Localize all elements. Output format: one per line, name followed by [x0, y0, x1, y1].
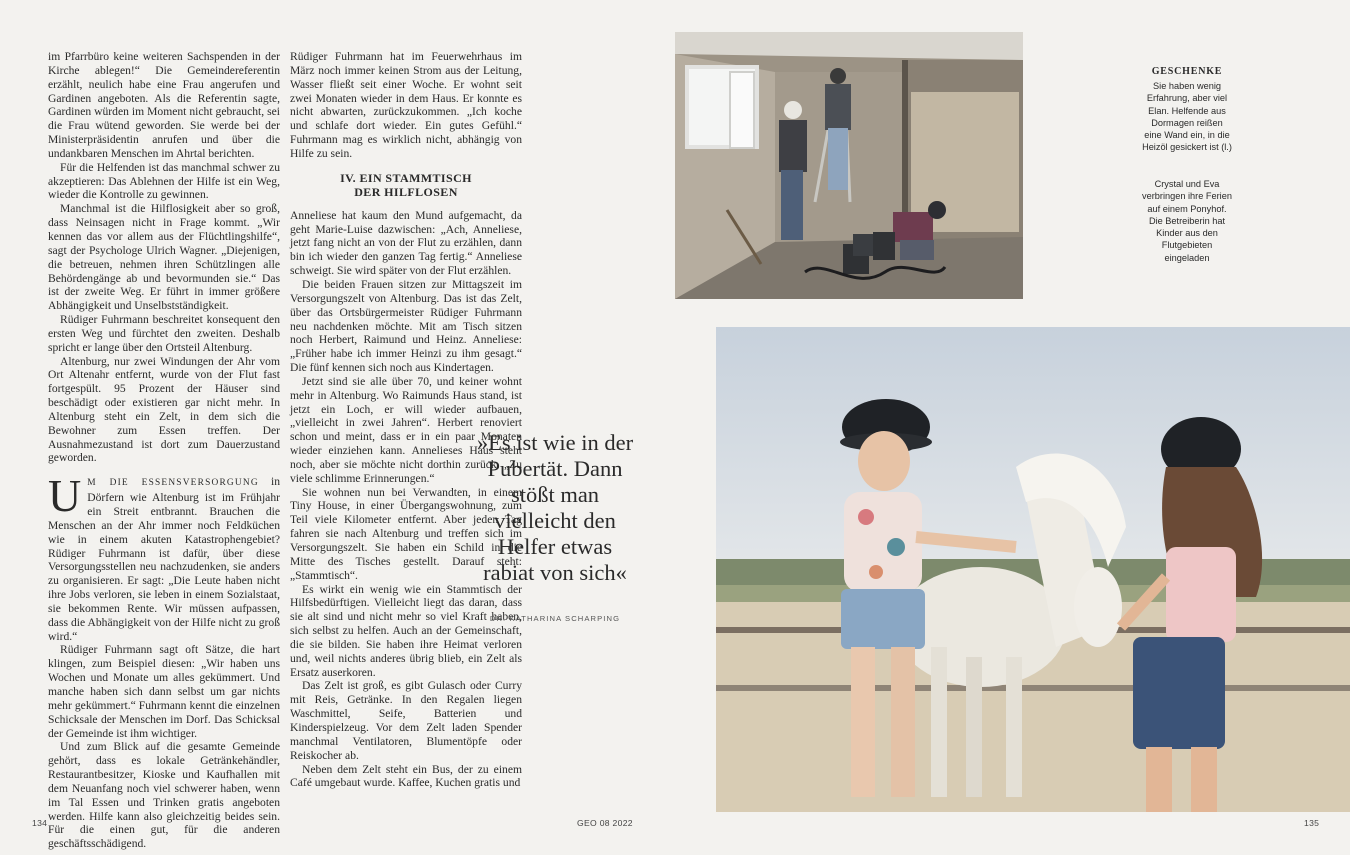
- paragraph: Das Zelt ist groß, es gibt Gulasch oder Curry mit Reis, Getränke. In den Regalen liegen Waschmittel, Seife, Batterien und Kinderspielzeug. Vor dem Zelt laden Spender manchmal Ventilatoren, Blumentöpfe oder Reiskocher ab.: [290, 679, 522, 762]
- paragraph: Altenburg, nur zwei Windungen der Ahr vom Ort Altenahr entfernt, wurde von der Flut fast fortgespült. 95 Prozent der Häuser sind beschädigt oder existieren gar nicht mehr. In Altenburg steht ein Zelt, in dem sich die Bewohner zum Essen treffen. Der Ausnahmezustand ist dort zum Dauerzustand geworden.: [48, 354, 280, 465]
- paragraph: Rüdiger Fuhrmann beschreitet konsequent den ersten Weg und fürchtet den zweiten. Deshalb spricht er lange über den Ortsteil Altenburg.: [48, 313, 280, 354]
- paragraph: Neben dem Zelt steht ein Bus, der zu einem Café umgebaut wurde. Kaffee, Kuchen gratis und: [290, 762, 522, 790]
- paragraph: Es wirkt ein wenig wie ein Stammtisch der Hilfsbedürftigen. Vielleicht liegt das daran, dass sie alt sind und nicht mehr so viel Kraft haben, sich selbst zu helfen. Auch an der Gemeinschaft, die sie bilden. Sie haben ihre Heimat verloren und, weil nichts anderes übrig blieb, ein Zelt als Ersatz auserkoren.: [290, 582, 522, 679]
- paragraph: Und zum Blick auf die gesamte Gemeinde gehört, dass es lokale Getränkehändler, Restaurantbesitzer, Kioske und Kaufhallen mit dem Neuanfang noch viel schwerer haben, wenn im Tal Essen und Trinken gratis angeboten werden. Hilfe kann also gleichzeitig beides sein. Für die einen gut, für die anderen geschäftsschädigend.: [48, 740, 280, 851]
- caption-pony-farm: Crystal und Eva verbringen ihre Ferien auf einem Ponyhof. Die Betreiberin hat Kinder aus den Flutgebieten eingeladen: [1142, 179, 1232, 263]
- paragraph: Für die Helfenden ist das manchmal schwer zu akzeptieren: Das Ablehnen der Hilfe ist ein Weg, wieder die Kontrolle zu gewinnen.: [48, 160, 280, 202]
- paragraph: Anneliese hat kaum den Mund aufgemacht, da geht Marie-Luise dazwischen: „Ach, Anneliese, jetzt fang nicht an von der Flut zu erzählen, dann bin ich wieder den ganzen Tag fertig.“ Anneliese schweigt. Sie wird später von der Flut erzählen.: [290, 208, 522, 278]
- dropcap-letter: U: [48, 470, 82, 522]
- magazine-issue: GEO 08 2022: [577, 818, 633, 828]
- paragraph: im Pfarrbüro keine weiteren Sachspenden in der Kirche ablegen!“ Die Gemeindereferentin erzählt, neulich habe eine Frau angerufen und Gardinen angeboten. Als die Referentin sagte, Gardinen würden im Moment nicht gebraucht, sei die Frau wütend geworden. Sie werde bei der Ministerpräsidentin anrufen und über die undankbaren Menschen im Ahrtal berichten.: [48, 50, 280, 160]
- section-heading: [290, 171, 522, 199]
- pull-quote: »Es ist wie in der Pubertät. Dann stößt man vielleicht den Helfer etwas rabiat von sich«: [476, 430, 634, 585]
- quote-author: DR. KATHARINA SCHARPING: [489, 614, 621, 623]
- caption-wall-demolition: Sie haben wenig Erfahrung, aber viel Elan. Helfende aus Dormagen reißen eine Wand ein, in die Heizöl gesickert ist (l.): [1142, 81, 1232, 153]
- text-column-2: [290, 50, 522, 790]
- paragraph: Rüdiger Fuhrmann sagt oft Sätze, die hart klingen, zum Beispiel diesen: „Wir haben uns Wochen und Monate um alles gekümmert. Und manche haben sich dann selbst um gar nichts mehr gekümmert.“ Fuhrmann kennt die einzelnen Schicksale der Menschen im Dorf. Das Schicksal der Gemeinde ist ihm wichtiger.: [48, 643, 280, 740]
- dropcap-paragraph: [48, 470, 280, 643]
- photo-girls-with-pony: [716, 327, 1350, 812]
- paragraph: Jetzt sind sie alle über 70, und keiner wohnt mehr in Altenburg. Wo Raimunds Haus stand, ist jetzt ein Loch, er will wieder aufbauen, „vielleicht in zwei Jahren“. Herbert renoviert schon und meint, dass er in ein paar Monaten wieder einziehen kann. Annelieses Haus steht noch, aber sie möchte nicht dorthin zurück. „Zu viele schlimme Erinnerungen.“: [290, 374, 522, 485]
- page-number-right: 135: [1304, 818, 1320, 828]
- caption-title: GESCHENKE: [1151, 66, 1223, 77]
- dropcap-smallcaps: M DIE ESSENSVERSORGUNG: [87, 478, 259, 489]
- paragraph: Die beiden Frauen sitzen zur Mittagszeit im Versorgungszelt von Altenburg. Das ist das Zelt, über das Ortsbürgermeister Rüdiger Fuhrmann neu nachdenken möchte. Mit am Tisch sitzen noch Herbert, Raimund und Heinz. Anneliese: „Früher habe ich immer Heinzi zu ihm gesagt.“ Die fünf kennen sich noch aus Kindertagen.: [290, 277, 522, 375]
- text-column-1: [48, 50, 280, 851]
- photo-wall-demolition: [675, 32, 1023, 299]
- section-heading-line: IV. EIN STAMMTISCH: [340, 170, 472, 185]
- paragraph: Sie wohnen nun bei Verwandten, in einem Tiny House, in einer Übergangswohnung, zum Teil viele Kilometer entfernt. Aber jeden Tag fahren sie nach Altenburg und treffen sich im Versorgungszelt. Sie haben ein Schild in die Mitte des Tisches gestellt. Darauf steht: „Stammtisch“.: [290, 485, 522, 582]
- paragraph: Manchmal ist die Hilflosigkeit aber so groß, dass Neinsagen nicht in Frage kommt. „Wir kennen das vor allem aus der Flüchtlingshilfe“, sagt der Psychologe Ulrich Wagner. „Diejenigen, die betreuen, nehmen ihren Schützlingen alle Behördengänge ab und bevormunden sie.“ Das ist der zweite Weg. Er führt in immer größere Abhängigkeit und Unselbstständigkeit.: [48, 202, 280, 313]
- section-heading-line: DER HILFLOSEN: [354, 184, 458, 199]
- dropcap-text: in Dörfern wie Altenburg ist im Frühjahr ein Streit entbrannt. Brauchen die Menschen an der Ahr immer noch Feldküchen wie in einem akuten Katastrophengebiet? Rüdiger Fuhrmann ist dafür, über diese Versorgungsstellen neu nachzudenken, sie anders zu organisieren. Er sagt: „Die Leute haben nicht ihre Jobs verloren, sie leben in einem Sozialstaat, sie bekommen Rente. Wir müssen aufpassen, dass die Abhängigkeit von der Hilfe nicht zu groß wird.“: [48, 475, 280, 643]
- page-number-left: 134: [32, 818, 48, 828]
- paragraph: Rüdiger Fuhrmann hat im Feuerwehrhaus im März noch immer keinen Strom aus der Leitung, Wasser fließt seit einer Woche. Er wohnt seit zwei Monaten wieder in dem Haus. Er konnte es nicht abwarten, zurückzukommen. „Ich koche und schlafe dort wieder. Ein gutes Gefühl.“ Fuhrmann mag es wirklich nicht, abhängig von Hilfe zu sein.: [290, 50, 522, 160]
